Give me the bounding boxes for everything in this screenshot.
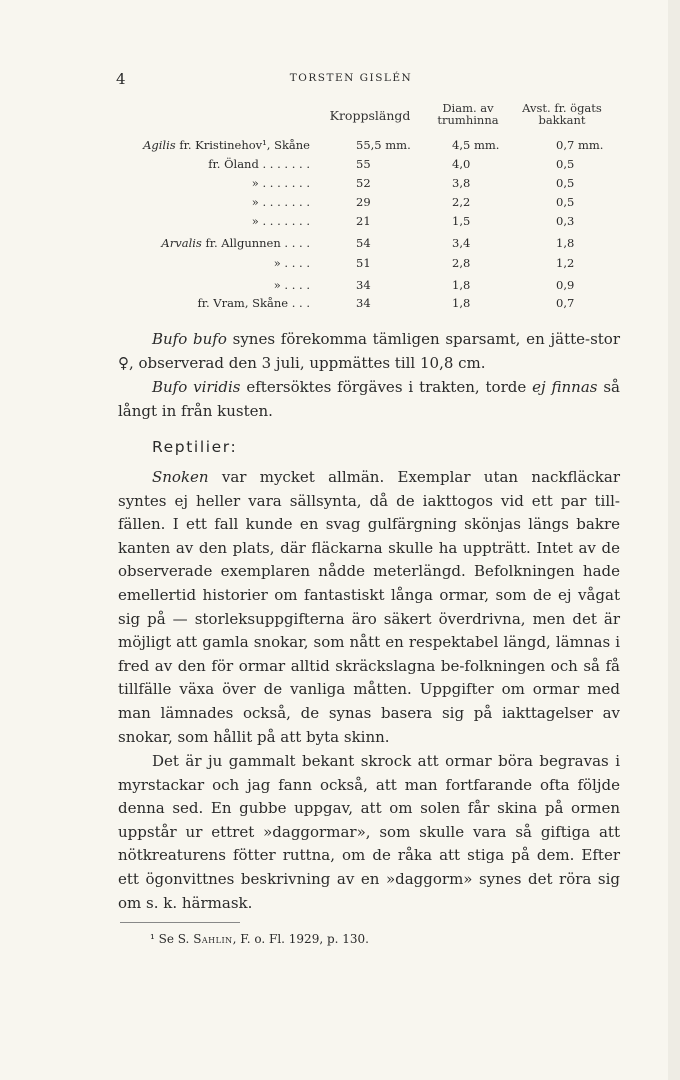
locality: » . . . . — [273, 278, 310, 292]
cell-kroppslangd: 54 — [356, 236, 371, 250]
cell-kroppslangd: 55,5 mm. — [356, 138, 411, 152]
cell-diam: 1,8 — [452, 296, 471, 310]
cell-avst: 0,5 — [556, 176, 575, 190]
cell-avst: 0,7 mm. — [556, 138, 604, 152]
column-header-diam-line2: trumhinna — [437, 113, 499, 127]
paragraph-text: eftersöktes förgäves i trakten, torde — [240, 378, 533, 396]
cell-diam: 4,0 — [452, 157, 471, 171]
paragraph-bufo-viridis — [118, 376, 620, 423]
row-label — [274, 256, 310, 270]
locality: fr. Kristinehov¹, Skåne — [175, 138, 310, 152]
table-row — [110, 236, 620, 252]
table-row — [110, 157, 620, 173]
table-row — [110, 256, 620, 272]
footnote-pre: Se S. — [154, 932, 194, 946]
table-row — [110, 138, 620, 154]
cell-diam: 1,5 — [452, 214, 471, 228]
column-header-diam — [428, 102, 508, 126]
emphasis-ej-finnas: ej finnas — [532, 378, 598, 396]
table-row — [110, 278, 620, 294]
table-row — [110, 296, 620, 312]
footnote-author: Sahlin — [193, 932, 233, 946]
species-name: Agilis — [143, 138, 176, 152]
species-snoken: Snoken — [152, 468, 209, 486]
paragraph-text: Det är ju gammalt bekant skrock att ormar böra begravas i myrstackar och jag fann också, att man fortfarande ofta följde denna sed. En gubbe uppgav, att om solen får skina på ormen uppstår ur ettret »daggormar», som skulle vara så giftiga att nötkreaturens fötter ruttna, om de råka att stiga på dem. Efter ett ögonvittnes beskrivning av en »daggorm» synes det röra sig om s. k. härmask. — [118, 752, 620, 912]
row-label — [143, 138, 310, 152]
column-header-diam-line1: Diam. av — [442, 101, 494, 115]
section-heading-reptilier: Reptilier: — [152, 438, 238, 456]
cell-avst: 1,8 — [556, 236, 575, 250]
cell-avst: 0,5 — [556, 195, 575, 209]
column-header-avst-line2: bakkant — [538, 113, 586, 127]
row-label — [252, 195, 310, 209]
row-label — [252, 214, 310, 228]
cell-diam: 4,5 mm. — [452, 138, 500, 152]
cell-diam: 3,8 — [452, 176, 471, 190]
footnote-mark: ¹ — [150, 932, 155, 946]
page-edge — [668, 0, 680, 1080]
locality: » . . . . — [273, 256, 310, 270]
row-label — [252, 176, 310, 190]
species-name: Arvalis — [161, 236, 202, 250]
cell-avst: 0,9 — [556, 278, 575, 292]
column-header-avst — [510, 102, 614, 126]
paragraph-text: så långt in från kusten. — [118, 378, 620, 420]
paragraph-text: synes förekomma tämligen sparsamt, en jätte-stor ♀, observerad den 3 juli, uppmättes till 10,8 cm. — [118, 330, 620, 372]
cell-diam: 3,4 — [452, 236, 471, 250]
cell-kroppslangd: 51 — [356, 256, 371, 270]
row-label — [197, 296, 310, 310]
cell-diam: 2,2 — [452, 195, 471, 209]
locality: » . . . . . . . — [251, 195, 310, 209]
page-number: 4 — [116, 70, 126, 88]
row-label — [274, 278, 310, 292]
cell-avst: 0,5 — [556, 157, 575, 171]
cell-kroppslangd: 34 — [356, 296, 371, 310]
table-row — [110, 214, 620, 230]
row-label — [208, 157, 310, 171]
locality: » . . . . . . . — [251, 176, 310, 190]
table-row — [110, 195, 620, 211]
cell-kroppslangd: 29 — [356, 195, 371, 209]
paragraph-bufo-bufo — [118, 328, 620, 375]
footnote-rule — [120, 922, 240, 923]
running-head: TORSTEN GISLÉN — [289, 72, 413, 84]
locality: fr. Vram, Skåne . . . — [197, 296, 310, 310]
cell-kroppslangd: 34 — [356, 278, 371, 292]
footnote-post: , F. o. Fl. 1929, p. 130. — [232, 932, 369, 946]
species-bufo-viridis: Bufo viridis — [152, 378, 241, 396]
cell-kroppslangd: 55 — [356, 157, 371, 171]
cell-avst: 0,7 — [556, 296, 575, 310]
column-header-kroppslangd: Kroppslängd — [329, 108, 411, 123]
paragraph-text: var mycket allmän. Exemplar utan nackfläckar syntes ej heller vara sällsynta, då de iakttogos vid ett par till-fällen. I ett fall kunde en svag gulfärgning skönjas längs bakre kanten av den plats, där fläckarna skulle ha uppträtt. Intet av de observerade exemplaren nådde meterlängd. Befolkningen hade emellertid historier om fantastiskt långa ormar, som de ej vågat sig på — storleksuppgifterna äro säkert överdrivna, men det är möjligt att gamla snokar, som nått en respektabel längd, lämnas i fred av den för ormar alltid skräckslagna be-folkningen och så få tillfälle växa över de vanliga måtten. Uppgifter om ormar med man lämnades också, de synas basera sig på iakttagelser av snokar, som hållit på att byta skinn. — [118, 468, 620, 746]
table-row — [110, 176, 620, 192]
cell-kroppslangd: 52 — [356, 176, 371, 190]
cell-avst: 0,3 — [556, 214, 575, 228]
locality: » . . . . . . . — [251, 214, 310, 228]
column-header-avst-line1: Avst. fr. ögats — [522, 101, 602, 115]
cell-diam: 2,8 — [452, 256, 471, 270]
cell-avst: 1,2 — [556, 256, 575, 270]
paragraph-skrock — [118, 750, 620, 915]
cell-kroppslangd: 21 — [356, 214, 371, 228]
footnote — [150, 932, 369, 946]
page-header — [116, 68, 586, 88]
row-label — [161, 236, 310, 250]
species-bufo-bufo: Bufo bufo — [152, 330, 227, 348]
locality: fr. Allgunnen . . . . — [201, 236, 310, 250]
paragraph-snoken — [118, 466, 620, 749]
cell-diam: 1,8 — [452, 278, 471, 292]
locality: fr. Öland . . . . . . . — [208, 157, 310, 171]
